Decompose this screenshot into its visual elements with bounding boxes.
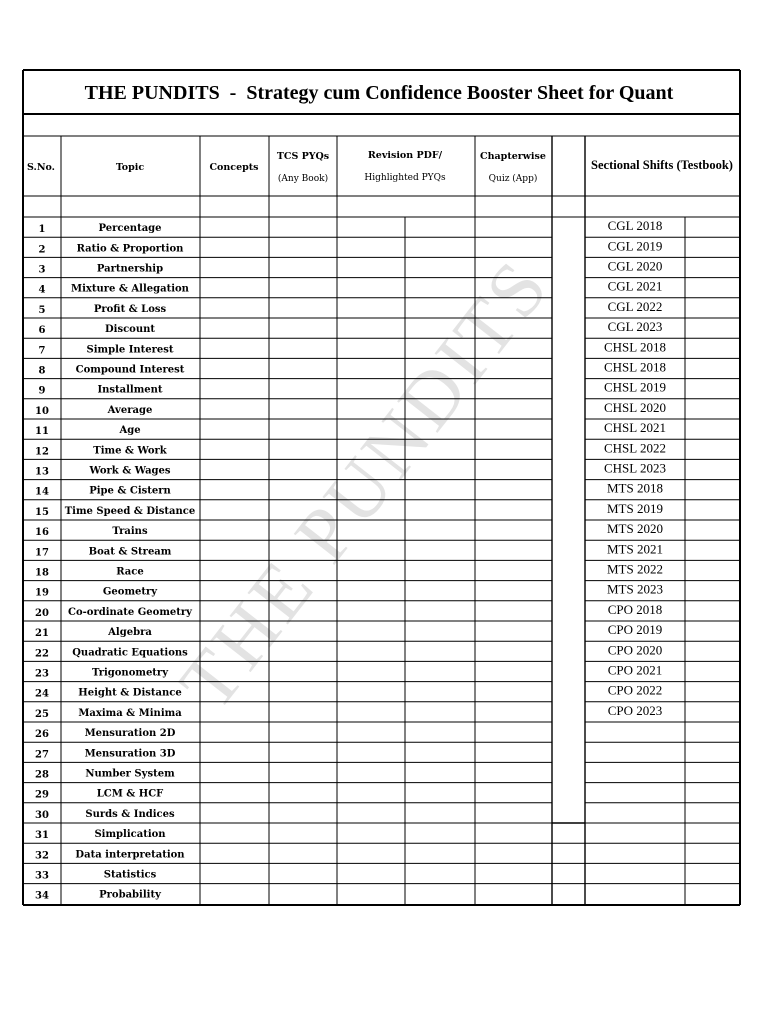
row-topic: Maxima & Minima <box>78 707 182 719</box>
row-topic: Surds & Indices <box>85 808 175 820</box>
row-topic: Mixture & Allegation <box>71 283 189 295</box>
row-sectional-shift: CHSL 2022 <box>604 440 666 456</box>
row-serial-number: 20 <box>35 607 49 619</box>
row-topic: Statistics <box>103 869 157 881</box>
row-serial-number: 34 <box>35 890 49 902</box>
row-topic: Height & Distance <box>78 687 182 699</box>
row-serial-number: 12 <box>35 446 49 458</box>
row-serial-number: 5 <box>38 304 46 316</box>
row-topic: Quadratic Equations <box>72 647 188 659</box>
row-topic: Average <box>107 404 153 416</box>
row-sectional-shift: CHSL 2023 <box>604 460 666 476</box>
row-topic: Geometry <box>102 586 158 598</box>
row-sectional-shift: CGL 2022 <box>607 298 663 314</box>
row-topic: Data interpretation <box>75 849 185 861</box>
row-serial-number: 19 <box>35 587 49 599</box>
row-sectional-shift: MTS 2022 <box>607 561 663 577</box>
row-topic: Boat & Stream <box>88 546 172 558</box>
row-serial-number: 8 <box>38 365 46 377</box>
row-topic: Discount <box>104 324 156 336</box>
row-sectional-shift: CHSL 2020 <box>604 399 666 415</box>
row-sectional-shift: CPO 2018 <box>607 601 663 617</box>
row-serial-number: 13 <box>35 466 49 478</box>
header-tcs-any-book: (Any Book) <box>277 174 329 184</box>
row-topic: Simplication <box>94 829 166 841</box>
row-sectional-shift: MTS 2019 <box>607 500 663 516</box>
row-sectional-shift: CGL 2020 <box>607 258 663 274</box>
row-serial-number: 24 <box>35 688 49 700</box>
row-sectional-shift: MTS 2021 <box>607 541 663 557</box>
row-serial-number: 3 <box>38 264 46 276</box>
row-serial-number: 22 <box>35 648 49 660</box>
watermark-text: THE PUNDITS <box>162 242 567 726</box>
sheet-title: THE PUNDITS - Strategy cum Confidence Booster Sheet for Quant <box>84 82 674 104</box>
row-serial-number: 21 <box>35 628 49 640</box>
row-sectional-shift: CGL 2019 <box>607 238 663 254</box>
row-serial-number: 29 <box>35 789 49 801</box>
row-topic: Partnership <box>96 263 164 275</box>
row-topic: Mensuration 2D <box>84 728 176 740</box>
row-sectional-shift: CPO 2022 <box>607 682 663 698</box>
row-serial-number: 18 <box>35 567 49 579</box>
row-serial-number: 1 <box>38 224 46 236</box>
row-sectional-shift: CHSL 2021 <box>604 420 666 436</box>
row-topic: Ratio & Proportion <box>76 243 184 255</box>
row-sectional-shift: CHSL 2019 <box>604 379 666 395</box>
row-serial-number: 31 <box>35 830 49 842</box>
row-topic: Compound Interest <box>75 364 185 376</box>
header-highlighted-pyqs: Highlighted PYQs <box>364 173 446 183</box>
row-topic: Probability <box>99 889 161 901</box>
row-topic: Algebra <box>108 627 152 639</box>
header-topic: Topic <box>115 162 145 173</box>
row-topic: Time Speed & Distance <box>64 505 196 517</box>
row-serial-number: 9 <box>38 385 46 397</box>
row-serial-number: 2 <box>38 244 46 256</box>
row-serial-number: 33 <box>35 870 49 882</box>
row-sectional-shift: CPO 2021 <box>607 662 663 678</box>
header-tcs-pyqs: TCS PYQs <box>276 151 330 162</box>
header-revision-pdf: Revision PDF/ <box>367 150 443 161</box>
row-serial-number: 32 <box>35 850 49 862</box>
row-serial-number: 30 <box>35 809 49 821</box>
header-quiz-app: Quiz (App) <box>488 174 538 184</box>
row-topic: Age <box>119 425 141 437</box>
row-serial-number: 17 <box>35 547 49 559</box>
row-topic: Pipe & Cistern <box>89 485 171 497</box>
header-chapterwise: Chapterwise <box>480 151 546 162</box>
row-serial-number: 27 <box>35 749 49 761</box>
row-topic: Installment <box>97 384 163 396</box>
row-serial-number: 16 <box>35 527 49 539</box>
row-sectional-shift: CPO 2019 <box>607 622 663 638</box>
row-topic: Race <box>116 566 144 578</box>
row-sectional-shift: MTS 2023 <box>607 581 663 597</box>
row-sectional-shift: CPO 2023 <box>607 702 663 718</box>
row-topic: LCM & HCF <box>96 788 164 800</box>
row-topic: Time & Work <box>93 445 167 457</box>
row-sectional-shift: CHSL 2018 <box>604 339 666 355</box>
row-topic: Simple Interest <box>86 344 174 356</box>
row-sectional-shift: MTS 2018 <box>607 480 663 496</box>
row-topic: Mensuration 3D <box>84 748 176 760</box>
row-sectional-shift: CHSL 2018 <box>604 359 666 375</box>
header-sno: S.No. <box>27 162 55 173</box>
row-serial-number: 7 <box>38 345 46 357</box>
row-serial-number: 10 <box>35 405 49 417</box>
row-sectional-shift: MTS 2020 <box>607 521 663 537</box>
row-sectional-shift: CPO 2020 <box>607 642 663 658</box>
row-topic: Trains <box>112 526 148 538</box>
header-concepts: Concepts <box>209 162 259 173</box>
row-sectional-shift: CGL 2021 <box>607 278 663 294</box>
row-topic: Trigonometry <box>91 667 169 679</box>
row-serial-number: 26 <box>35 729 49 741</box>
row-serial-number: 15 <box>35 506 49 518</box>
row-serial-number: 14 <box>35 486 49 498</box>
row-serial-number: 28 <box>35 769 49 781</box>
row-topic: Number System <box>85 768 175 780</box>
row-topic: Co-ordinate Geometry <box>68 606 192 618</box>
row-sectional-shift: CGL 2018 <box>607 218 663 234</box>
row-serial-number: 25 <box>35 708 49 720</box>
row-sectional-shift: CGL 2023 <box>607 319 663 335</box>
row-serial-number: 23 <box>35 668 49 680</box>
row-topic: Work & Wages <box>89 465 171 477</box>
row-topic: Percentage <box>98 223 162 235</box>
row-serial-number: 6 <box>38 325 46 337</box>
row-serial-number: 11 <box>35 426 49 438</box>
row-topic: Profit & Loss <box>93 303 167 315</box>
header-sectional-shifts: Sectional Shifts (Testbook) <box>591 158 733 172</box>
row-serial-number: 4 <box>38 284 46 296</box>
